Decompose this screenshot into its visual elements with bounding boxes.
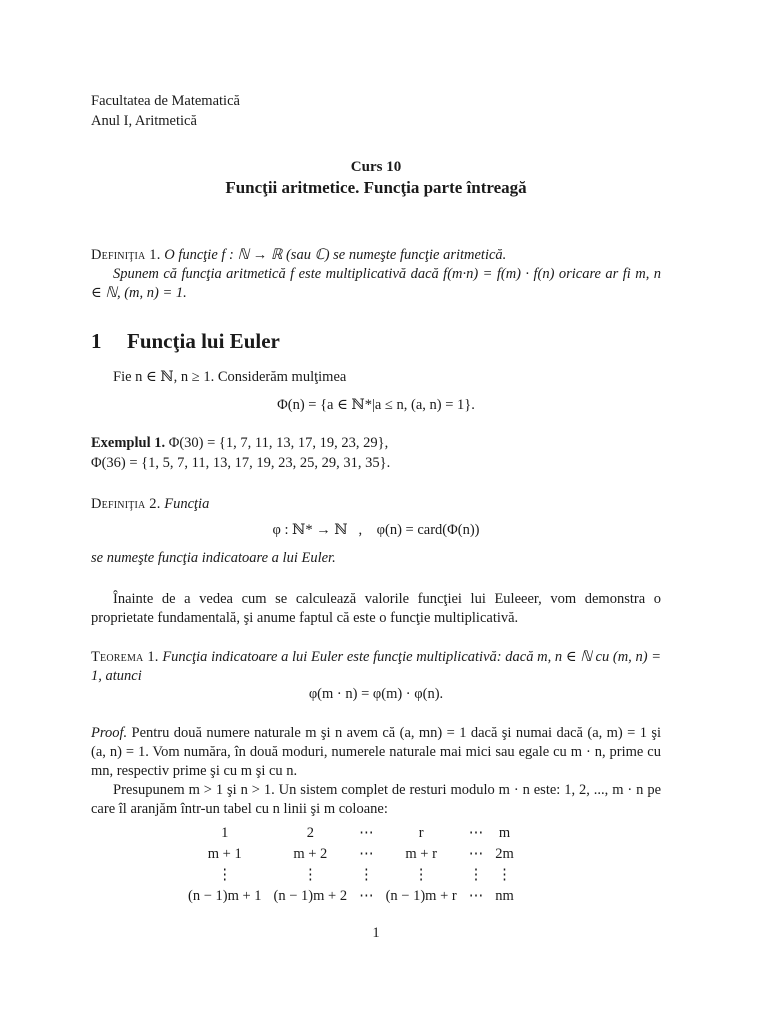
table-cell: m + 2 [293,846,328,862]
table-cell: ⋯ [468,825,484,841]
definition-2-text: Funcţia [164,496,210,512]
proof-paragraph [91,724,661,781]
table-cell: (n − 1)m + r [385,888,457,904]
example-1-label: Exemplul 1. [91,435,166,451]
table-cell: ⋮ [468,867,484,883]
definition-2-after: se numeşte funcţia indicatoare a lui Euler. [91,550,336,566]
theorem-1 [91,648,661,686]
table-cell: ⋯ [359,825,374,841]
proof-label: Proof. [91,725,128,741]
theorem-1-label: Teorema 1. [91,649,159,665]
faculty-line: Facultatea de Matematică [91,93,240,109]
proof-paragraph-2: Presupunem m > 1 şi n > 1. Un sistem complet de resturi modulo m · n este: 1, 2, ..., m · n pe care îl aranjăm într-un tabel cu n linii şi m coloane: [91,782,661,817]
table-row [182,886,520,907]
theorem-1-text: Funcţia indicatoare a lui Euler este funcţie multiplicativă: dacă m, n ∈ ℕ cu (m, n) = 1, atunci [91,649,661,684]
table-cell: 2m [495,846,514,862]
section-1-number: 1 [91,329,102,353]
residue-table [182,823,520,907]
proof-text: Pentru două numere naturale m şi n avem că (a, mn) = 1 dacă şi numai dacă (a, m) = 1 şi (a, n) = 1. Vom număra, în două moduri, numerele naturale mai mici sau egale cu m · n, prime cu mn, respectiv prime şi cu m şi cu n. [91,725,661,779]
table-cell: ⋮ [413,867,429,883]
course-year-line: Anul I, Aritmetică [91,113,197,129]
table-row [182,823,520,844]
definition-1-multiplicative: Spunem că funcţia aritmetică f este multiplicativă dacă f(m·n) = f(m) · f(n) oricare ar fi m, n ∈ ℕ, (m, n) = 1. [91,266,661,301]
definition-1-label: Definiţia 1. [91,247,161,263]
course-number: Curs 10 [350,159,402,175]
table-cell: ⋮ [303,867,318,883]
table-cell: m + 1 [207,846,242,862]
definition-1 [91,246,661,265]
euler-function-formula: φ : ℕ* → ℕ , φ(n) = card(Φ(n)) [272,522,480,538]
table-cell: (n − 1)m + 2 [273,888,348,904]
definition-2 [91,496,209,513]
table-cell: nm [495,888,514,904]
theorem-1-formula: φ(m · n) = φ(m) · φ(n). [308,686,444,702]
table-cell: 1 [221,825,229,841]
table-row [182,844,520,865]
example-1-line-1 [91,435,388,452]
table-cell: ⋯ [468,846,484,862]
table-row [182,865,520,886]
course-title: Funcţii aritmetice. Funcţia parte întreagă [225,178,527,197]
phi-set-formula: Φ(n) = {a ∈ ℕ*|a ≤ n, (a, n) = 1}. [277,397,475,413]
table-cell: ⋯ [468,888,484,904]
page-number: 1 [372,925,380,941]
example-1-phi36: Φ(36) = {1, 5, 7, 11, 13, 17, 19, 23, 25, 29, 31, 35}. [91,455,391,471]
table-cell: ⋮ [359,867,374,883]
intro-text: Fie n ∈ ℕ, n ≥ 1. Considerăm mulţimea [113,369,347,385]
section-1-title: Funcţia lui Euler [127,329,280,353]
table-cell: (n − 1)m + 1 [188,888,262,904]
table-cell: m + r [405,846,437,862]
table-cell: r [418,825,424,841]
table-cell: ⋯ [359,846,374,862]
table-cell: ⋮ [217,867,233,883]
table-cell: m [498,825,511,841]
paragraph-before-theorem: Înainte de a vedea cum se calculează valorile funcţiei lui Euleeer, vom demonstra o proprietate fundamentală, şi anume faptul că este o funcţie multiplicativă. [91,591,661,626]
table-cell: ⋯ [359,888,374,904]
table-cell: ⋮ [497,867,512,883]
definition-1-text: O funcţie f : ℕ → ℝ (sau ℂ) se numeşte funcţie aritmetică. [164,247,507,263]
table-cell: 2 [306,825,314,841]
definition-2-label: Definiţia 2. [91,496,161,512]
example-1-phi30: Φ(30) = {1, 7, 11, 13, 17, 19, 23, 29}, [168,435,389,451]
